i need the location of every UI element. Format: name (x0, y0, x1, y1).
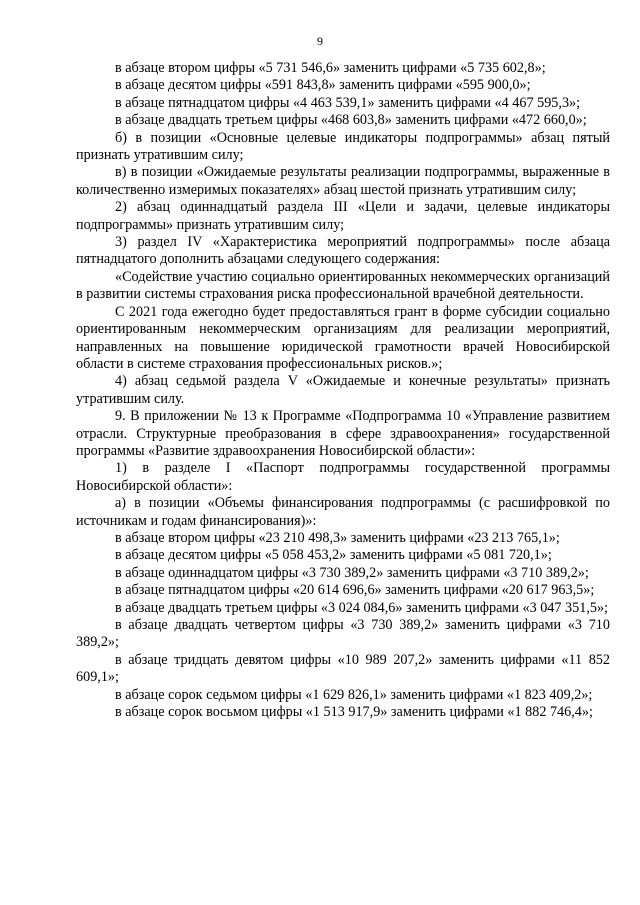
paragraph-23: в абзаце сорок восьмом цифры «1 513 917,9» заменить цифрами «1 882 746,4»; (115, 704, 593, 721)
paragraph-8: 3) раздел IV «Характеристика мероприятий подпрограммы» после абзаца пятнадцатого дополнить абзацами следующего содержания: (76, 234, 610, 268)
paragraph-12: 9. В приложении № 13 к Программе «Подпрограмма 10 «Управление развитием отрасли. Структурные преобразования в сфере здравоохранения» государственной программы «Развитие здравоохранения Новосибирской области»: (76, 408, 610, 459)
paragraph-1: в абзаце втором цифры «5 731 546,6» заменить цифрами «5 735 602,8»; (115, 60, 546, 76)
paragraph-22: в абзаце сорок седьмом цифры «1 629 826,1» заменить цифрами «1 823 409,2»; (115, 686, 593, 703)
paragraph-9: «Содействие участию социально ориентированных некоммерческих организаций в развитии системы страхования риска профессиональной врачебной деятельности. (76, 268, 610, 303)
paragraph-3: в абзаце пятнадцатом цифры «4 463 539,1» заменить цифрами «4 467 595,3»; (115, 94, 581, 111)
paragraph-5: б) в позиции «Основные целевые индикаторы подпрограммы» абзац пятый признать утратившим силу; (76, 129, 610, 164)
paragraph-15: в абзаце втором цифры «23 210 498,3» заменить цифрами «23 213 765,1»; (115, 529, 560, 546)
paragraph-18: в абзаце пятнадцатом цифры «20 614 696,6» заменить цифрами «20 617 963,5»; (115, 582, 595, 599)
paragraph-13: 1) в разделе I «Паспорт подпрограммы государственной программы Новосибирской области»: (76, 460, 610, 494)
paragraph-21: в абзаце тридцать девятом цифры «10 989 207,2» заменить цифрами «11 852 609,1»; (76, 651, 610, 686)
paragraph-16: в абзаце десятом цифры «5 058 453,2» заменить цифрами «5 081 720,1»; (115, 547, 552, 564)
paragraph-17: в абзаце одиннадцатом цифры «3 730 389,2» заменить цифрами «3 710 389,2»; (115, 564, 589, 581)
paragraph-19: в абзаце двадцать третьем цифры «3 024 084,6» заменить цифрами «3 047 351,5»; (115, 599, 609, 616)
paragraph-2: в абзаце десятом цифры «591 843,8» заменить цифрами «595 900,0»; (115, 77, 531, 94)
paragraph-7: 2) абзац одиннадцатый раздела III «Цели и задачи, целевые индикаторы подпрограммы» признать утратившим силу; (76, 199, 610, 233)
document-body (76, 60, 610, 721)
page-number: 9 (317, 34, 323, 48)
paragraph-14: а) в позиции «Объемы финансирования подпрограммы (с расшифровкой по источникам и годам финансирования)»: (76, 495, 610, 529)
paragraph-11: 4) абзац седьмой раздела V «Ожидаемые и конечные результаты» признать утратившим силу. (76, 373, 610, 407)
paragraph-20: в абзаце двадцать четвертом цифры «3 730 389,2» заменить цифрами «3 710 389,2»; (76, 617, 610, 651)
paragraph-4: в абзаце двадцать третьем цифры «468 603,8» заменить цифрами «472 660,0»; (115, 112, 587, 129)
paragraph-10: С 2021 года ежегодно будет предоставляться грант в форме субсидии социально ориентированным некоммерческим организациям для реализации мероприятий, направленных на повышение юридической грамотности врачей Новосибирской области в системе страхования профессиональных рисков.»; (76, 303, 610, 372)
paragraph-6: в) в позиции «Ожидаемые результаты реализации подпрограммы, выраженные в количественно измеримых показателях» абзац шестой признать утратившим силу; (76, 164, 610, 198)
